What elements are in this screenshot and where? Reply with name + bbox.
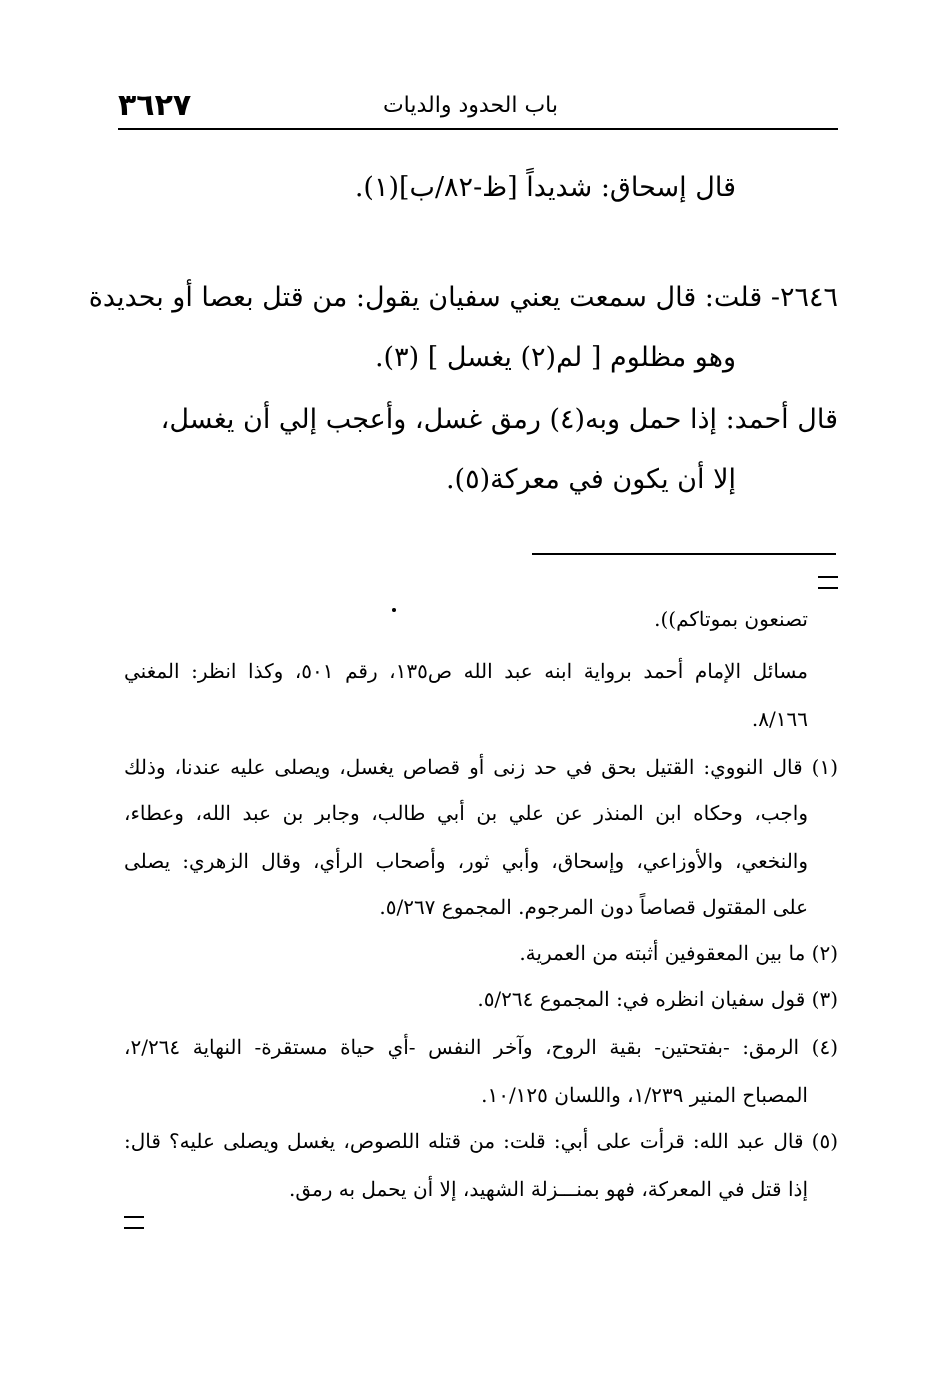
entry-2646-line1 [88, 278, 838, 318]
header-rule [118, 128, 838, 130]
footnote-3: (٣) قول سفيان انظره في: المجموع ٥/٢٦٤. [477, 987, 838, 1011]
footnote-1-line1: (١) قال النووي: القتيل بحق في حد زنى أو قصاص يغسل، ويصلى عليه عندنا، وذلك [124, 755, 838, 779]
entry-number: ٢٦٤٦- [770, 282, 838, 313]
ink-speck [392, 608, 396, 612]
entry-2646-line2: وهو مظلوم [ لم(٢) يغسل ] (٣). [374, 342, 736, 373]
footnote-carry-line1: تصنعون بموتاكم)). [654, 607, 808, 631]
entry-text: قلت: قال سمعت يعني سفيان يقول: من قتل بعصا أو بحديدة [88, 282, 763, 313]
footnote-1-line2: واجب، وحكاه ابن المنذر عن علي بن أبي طالب، وجابر بن عبد الله، وعطاء، [124, 801, 809, 825]
footnote-1-line3: والنخعي، والأوزاعي، وإسحاق، وأبي ثور، وأصحاب الرأي، وقال الزهري: يصلى [124, 849, 808, 873]
chapter-title: باب الحدود والديات [382, 93, 558, 118]
ahmad-line1: قال أحمد: إذا حمل وبه(٤) رمق غسل، وأعجب إلي أن يغسل، [160, 404, 838, 435]
footnote-1-line4: على المقتول قصاصاً دون المرجوم. المجموع ٥/٢٦٧. [379, 895, 808, 919]
footnote-4-line1: (٤) الرمق: -بفتحتين- بقية الروح، وآخر النفس -أي حياة مستقرة- النهاية ٢/٢٦٤، [124, 1035, 838, 1059]
ahmad-line2: إلا أن يكون في معركة(٥). [445, 464, 736, 495]
continuation-mark-top [818, 576, 838, 589]
continuation-mark-bottom [124, 1216, 144, 1229]
footnote-separator [532, 553, 836, 555]
page-number: ٣٦٢٧ [118, 88, 192, 123]
footnote-4-line2: المصباح المنير ١/٢٣٩، واللسان ١٠/١٢٥. [481, 1083, 808, 1107]
footnote-5-line2: إذا قتل في المعركة، فهو بمنـــزلة الشهيد، إلا أن يحمل به رمق. [288, 1177, 808, 1201]
footnote-2: (٢) ما بين المعقوفين أثبته من العمرية. [519, 941, 838, 965]
ishaq-line: قال إسحاق: شديداً [ظ-٨٢/ب](١). [354, 172, 736, 203]
footnote-carry-line2: مسائل الإمام أحمد برواية ابنه عبد الله ص١٣٥، رقم ٥٠١، وكذا انظر: المغني [124, 659, 809, 683]
footnote-5-line1: (٥) قال عبد الله: قرأت على أبي: قلت: من قتله اللصوص، يغسل ويصلى عليه؟ قال: [124, 1129, 838, 1153]
footnote-carry-line3: ٨/١٦٦. [751, 707, 808, 731]
